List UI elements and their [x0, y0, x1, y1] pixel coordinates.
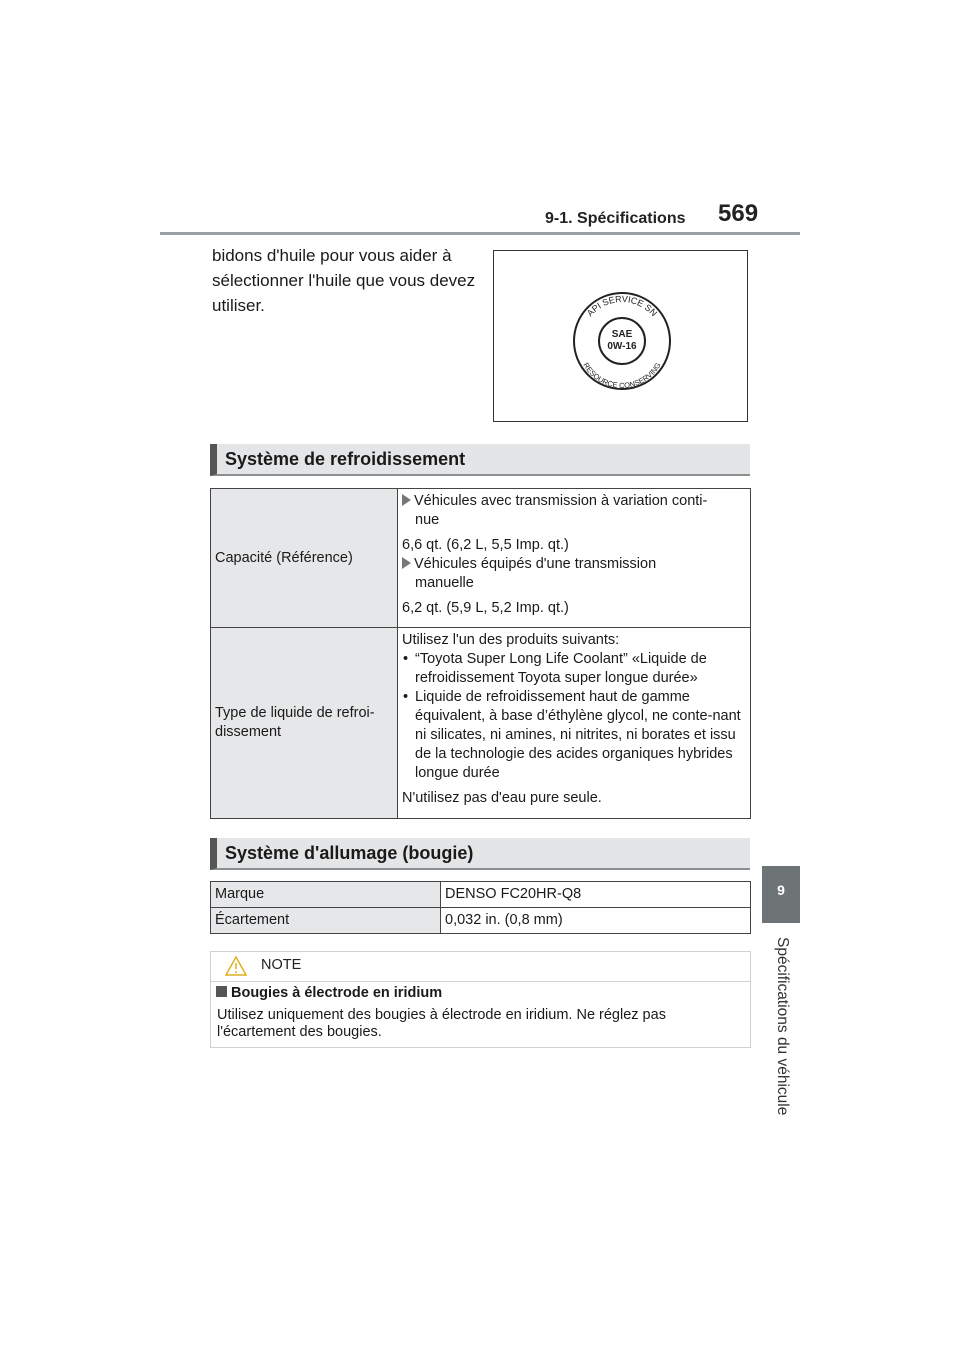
- cvt-heading-continued: nue: [415, 512, 440, 528]
- cooling-spec-table: [210, 488, 751, 819]
- warning-triangle-icon: [224, 955, 248, 977]
- list-item: • “Toyota Super Long Life Coolant” «Liquide de refroidissement Toyota super longue durée»: [403, 651, 707, 686]
- triangle-bullet-icon: [402, 494, 411, 506]
- coolant-type-cell: [398, 628, 751, 819]
- chapter-number: 9: [777, 882, 785, 898]
- cooling-section-header: [210, 444, 750, 476]
- chapter-side-label: Spécifications du véhicule: [774, 937, 791, 1116]
- row-label: Écartement: [211, 908, 441, 934]
- capacity-cell: [398, 489, 751, 628]
- bullet-dot-icon: •: [403, 689, 409, 705]
- row-label: Type de liquide de refroi-dissement: [211, 628, 398, 819]
- table-row: [211, 628, 751, 819]
- list-item: • Liquide de refroidissement haut de gamme équivalent, à base d’éthylène glycol, ne conte-nant ni silicates, ni amines, ni nitrites, ni borates et issu de la technologie des acides organiques hybrides longue durée: [403, 689, 741, 781]
- row-value: 0,032 in. (0,8 mm): [441, 908, 751, 934]
- bullet-dot-icon: •: [403, 651, 409, 667]
- section-title: 9-1. Spécifications: [545, 210, 686, 227]
- spark-section-header: [210, 838, 750, 870]
- cooling-section-title: Système de refroidissement: [225, 449, 466, 469]
- spark-section-title: Système d'allumage (bougie): [225, 843, 474, 863]
- header-rule: [160, 232, 800, 235]
- note-title: Bougies à électrode en iridium: [216, 985, 442, 1001]
- symbol-bottom-arc: RESOURCE CONSERVING: [581, 361, 663, 391]
- triangle-bullet-icon: [402, 557, 411, 569]
- mt-heading-continued: manuelle: [415, 575, 474, 591]
- api-donut-icon: [494, 251, 749, 423]
- spark-spec-table: [210, 881, 751, 934]
- row-value: DENSO FC20HR-Q8: [441, 882, 751, 908]
- oil-symbol-figure: [493, 250, 748, 422]
- chapter-tab: [762, 866, 800, 923]
- square-bullet-icon: [216, 986, 227, 997]
- coolant-intro: Utilisez l'un des produits suivants:: [402, 632, 620, 648]
- symbol-sae: SAE: [611, 329, 633, 340]
- row-label: Marque: [211, 882, 441, 908]
- cvt-heading: Véhicules avec transmission à variation conti-: [402, 492, 746, 511]
- cvt-capacity-value: 6,6 qt. (6,2 L, 5,5 Imp. qt.): [402, 537, 569, 553]
- page-number: 569: [718, 200, 759, 227]
- mt-capacity-value: 6,2 qt. (5,9 L, 5,2 Imp. qt.): [402, 600, 569, 616]
- table-row: [211, 908, 751, 934]
- symbol-viscosity: 0W-16: [607, 341, 637, 352]
- row-label: Capacité (Référence): [211, 489, 398, 628]
- note-box: [210, 951, 751, 1048]
- mt-heading: Véhicules équipés d'une transmission: [402, 555, 746, 574]
- table-row: [211, 882, 751, 908]
- note-divider: [211, 981, 750, 982]
- coolant-footer: N'utilisez pas d'eau pure seule.: [402, 790, 602, 806]
- symbol-top-arc: API SERVICE SN: [584, 293, 660, 319]
- note-text: Utilisez uniquement des bougies à électrode en iridium. Ne réglez pas l'écartement des bougies.: [217, 1007, 666, 1040]
- table-row: [211, 489, 751, 628]
- intro-paragraph: bidons d'huile pour vous aider à sélectionner l'huile que vous devez utiliser.: [212, 246, 476, 315]
- note-label: NOTE: [261, 957, 302, 973]
